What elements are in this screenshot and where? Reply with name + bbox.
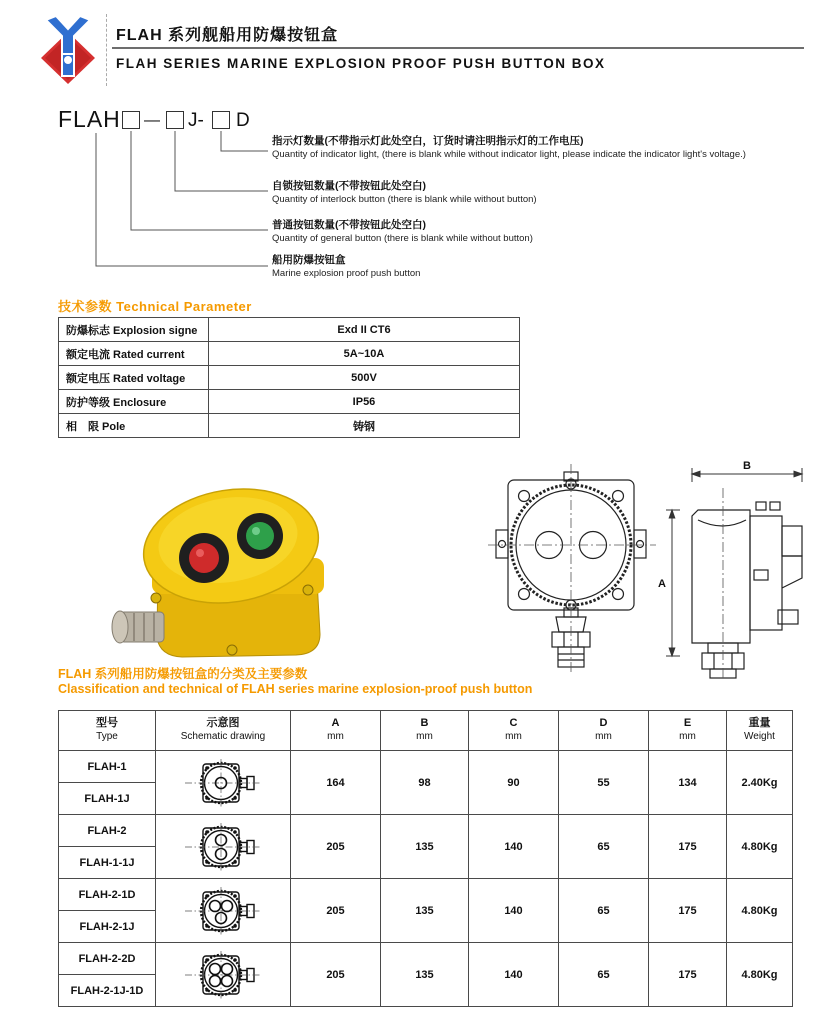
product-photo: [100, 466, 362, 662]
dim-a-cell: 205: [291, 815, 381, 879]
type-cell: FLAH-1: [59, 751, 156, 783]
col-header-b: B mm: [381, 711, 469, 751]
schematic-icon-2-buttons: [183, 821, 263, 873]
classification-heading-cn: FLAH 系列船用防爆按钮盒的分类及主要参数: [58, 667, 308, 681]
dim-a-cell: 205: [291, 943, 381, 1007]
schematic-cell: [156, 815, 291, 879]
tech-params-heading: 技术参数 Technical Parameter: [58, 299, 252, 314]
table-row: [59, 879, 793, 911]
table-row: [59, 342, 520, 366]
model-code-box-1: [122, 111, 140, 129]
callout-interlock-button: [272, 180, 812, 206]
table-row: [59, 943, 793, 975]
dim-e-cell: 175: [649, 815, 727, 879]
param-label: 相 限 Pole: [59, 414, 209, 438]
table-row: [59, 390, 520, 414]
col-header-a: A mm: [291, 711, 381, 751]
dim-a-cell: 164: [291, 751, 381, 815]
type-cell: FLAH-2-1D: [59, 879, 156, 911]
col-header-schematic: 示意图 Schematic drawing: [156, 711, 291, 751]
table-row: [59, 366, 520, 390]
model-code-dash: —: [144, 112, 160, 129]
dim-c-cell: 90: [469, 751, 559, 815]
side-view-drawing: [650, 458, 818, 682]
callout-cn: 船用防爆按钮盒: [272, 254, 346, 266]
weight-cell: 4.80Kg: [727, 815, 793, 879]
col-header-c: C mm: [469, 711, 559, 751]
callout-marine-box: [272, 254, 812, 280]
type-cell: FLAH-2-1J: [59, 911, 156, 943]
schematic-icon-4-buttons: [183, 949, 263, 1001]
dimension-label-b: B: [743, 460, 751, 472]
weight-cell: 4.80Kg: [727, 879, 793, 943]
callout-en: Marine explosion proof push button: [272, 267, 421, 279]
header-divider: [106, 14, 107, 86]
col-header-weight: 重量 Weight: [727, 711, 793, 751]
model-code-prefix: FLAH: [58, 106, 121, 132]
type-cell: FLAH-2: [59, 815, 156, 847]
type-cell: FLAH-2-1J-1D: [59, 975, 156, 1007]
type-cell: FLAH-2-2D: [59, 943, 156, 975]
dim-d-cell: 65: [559, 943, 649, 1007]
param-label: 防爆标志 Explosion signe: [59, 318, 209, 342]
callout-cn: 指示灯数量(不带指示灯此处空白，订货时请注明指示灯的工作电压): [272, 135, 584, 147]
weight-cell: 4.80Kg: [727, 943, 793, 1007]
schematic-icon-1-button: [183, 757, 263, 809]
table-row: [59, 751, 793, 783]
dim-d-cell: 55: [559, 751, 649, 815]
callout-indicator-light: [272, 135, 812, 161]
dim-b-cell: 135: [381, 943, 469, 1007]
dim-b-cell: 135: [381, 879, 469, 943]
front-view-drawing: [486, 462, 658, 677]
schematic-cell: [156, 879, 291, 943]
title-rule: [112, 47, 804, 49]
table-header-row: [59, 711, 793, 751]
param-label: 额定电流 Rated current: [59, 342, 209, 366]
page-title-cn: FLAH 系列舰船用防爆按钮盒: [116, 27, 339, 44]
tech-params-table: [58, 317, 520, 438]
table-row: [59, 414, 520, 438]
schematic-cell: [156, 943, 291, 1007]
schematic-cell: [156, 751, 291, 815]
param-value: 500V: [209, 366, 520, 390]
callout-en: Quantity of general button (there is blank while without button): [272, 232, 533, 244]
callout-general-button: [272, 219, 812, 245]
dim-c-cell: 140: [469, 879, 559, 943]
param-value: 铸钢: [209, 414, 520, 438]
dim-d-cell: 65: [559, 879, 649, 943]
dim-b-cell: 135: [381, 815, 469, 879]
param-value: IP56: [209, 390, 520, 414]
dimension-label-a: A: [658, 578, 666, 590]
table-row: [59, 318, 520, 342]
model-code-j: J-: [188, 110, 204, 131]
col-header-d: D mm: [559, 711, 649, 751]
callout-en: Quantity of indicator light, (there is blank while without indicator light, please indicate the indicator light's voltage.): [272, 148, 746, 160]
schematic-icon-3-buttons: [183, 885, 263, 937]
dim-d-cell: 65: [559, 815, 649, 879]
classification-heading: [58, 667, 532, 698]
weight-cell: 2.40Kg: [727, 751, 793, 815]
callout-en: Quantity of interlock button (there is blank while without button): [272, 193, 537, 205]
dim-e-cell: 134: [649, 751, 727, 815]
type-cell: FLAH-1-1J: [59, 847, 156, 879]
dim-a-cell: 205: [291, 879, 381, 943]
callout-cn: 自锁按钮数量(不带按钮此处空白): [272, 180, 426, 192]
page-title-en: FLAH SERIES MARINE EXPLOSION PROOF PUSH BUTTON BOX: [116, 56, 606, 71]
dim-c-cell: 140: [469, 815, 559, 879]
callout-cn: 普通按钮数量(不带按钮此处空白): [272, 219, 426, 231]
table-row: [59, 815, 793, 847]
model-code-box-3: [212, 111, 230, 129]
model-code-d: D: [236, 110, 250, 131]
param-label: 防护等级 Enclosure: [59, 390, 209, 414]
dim-e-cell: 175: [649, 943, 727, 1007]
classification-heading-en: Classification and technical of FLAH series marine explosion-proof push button: [58, 682, 533, 697]
dim-e-cell: 175: [649, 879, 727, 943]
col-header-type: 型号 Type: [59, 711, 156, 751]
param-value: 5A~10A: [209, 342, 520, 366]
param-value: Exd II CT6: [209, 318, 520, 342]
company-logo-icon: [36, 16, 100, 84]
dim-b-cell: 98: [381, 751, 469, 815]
model-code-box-2: [166, 111, 184, 129]
col-header-e: E mm: [649, 711, 727, 751]
classification-table: [58, 710, 793, 1007]
dim-c-cell: 140: [469, 943, 559, 1007]
type-cell: FLAH-1J: [59, 783, 156, 815]
param-label: 额定电压 Rated voltage: [59, 366, 209, 390]
